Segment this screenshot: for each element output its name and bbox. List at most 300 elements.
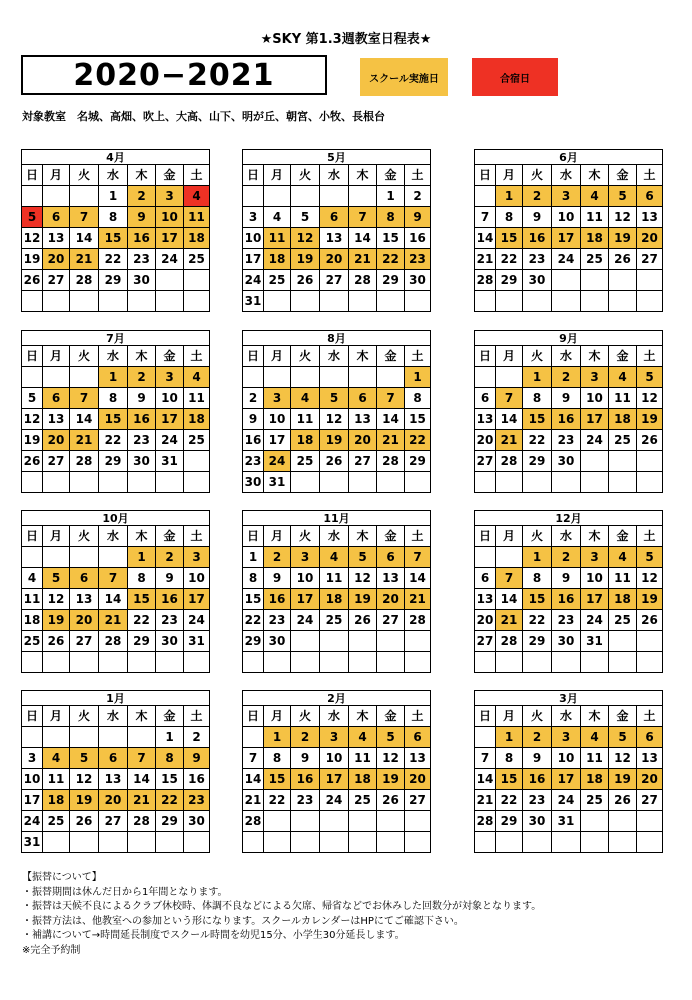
weekday-header: 金 (156, 526, 184, 547)
empty-cell (405, 631, 431, 652)
day-cell: 4 (264, 207, 291, 228)
day-cell: 22 (523, 610, 552, 631)
day-cell: 25 (264, 270, 291, 291)
weekday-header: 水 (99, 165, 128, 186)
day-cell: 25 (349, 790, 377, 811)
day-cell: 19 (637, 589, 663, 610)
empty-cell (637, 451, 663, 472)
day-cell: 7 (128, 748, 156, 769)
day-cell: 9 (128, 388, 156, 409)
day-cell: 11 (43, 769, 70, 790)
empty-cell (496, 472, 523, 493)
day-cell: 26 (349, 610, 377, 631)
weekday-header: 金 (156, 706, 184, 727)
empty-cell (349, 291, 377, 312)
day-cell: 5 (377, 727, 405, 748)
empty-cell (552, 832, 581, 853)
day-cell: 12 (377, 748, 405, 769)
weekday-header: 木 (581, 706, 609, 727)
day-cell: 31 (156, 451, 184, 472)
day-cell: 26 (291, 270, 320, 291)
day-cell: 15 (99, 409, 128, 430)
notes (22, 871, 541, 958)
day-cell: 18 (581, 769, 609, 790)
day-cell: 29 (156, 811, 184, 832)
day-cell: 2 (523, 727, 552, 748)
day-cell: 22 (264, 790, 291, 811)
day-cell: 17 (264, 430, 291, 451)
empty-cell (637, 472, 663, 493)
month-calendar (474, 330, 663, 493)
day-cell: 4 (320, 547, 349, 568)
day-cell: 1 (496, 186, 523, 207)
day-cell: 1 (128, 547, 156, 568)
day-cell: 29 (99, 270, 128, 291)
day-cell: 23 (523, 790, 552, 811)
day-cell: 7 (405, 547, 431, 568)
day-cell: 24 (320, 790, 349, 811)
weekday-header: 土 (405, 706, 431, 727)
day-cell: 18 (581, 228, 609, 249)
day-cell: 6 (349, 388, 377, 409)
empty-cell (320, 811, 349, 832)
day-cell: 20 (99, 790, 128, 811)
weekday-header: 木 (581, 346, 609, 367)
day-cell: 24 (156, 249, 184, 270)
weekday-header: 土 (637, 346, 663, 367)
empty-cell (475, 832, 496, 853)
day-cell: 2 (243, 388, 264, 409)
weekday-header: 木 (349, 706, 377, 727)
empty-cell (99, 291, 128, 312)
empty-cell (43, 652, 70, 673)
empty-cell (128, 832, 156, 853)
day-cell: 21 (128, 790, 156, 811)
weekday-header: 金 (156, 346, 184, 367)
weekday-header: 水 (99, 526, 128, 547)
weekday-header: 土 (637, 526, 663, 547)
day-cell: 19 (22, 430, 43, 451)
empty-cell (70, 727, 99, 748)
day-cell: 19 (349, 589, 377, 610)
day-cell: 1 (243, 547, 264, 568)
empty-cell (43, 547, 70, 568)
weekday-header: 金 (377, 346, 405, 367)
day-cell: 16 (156, 589, 184, 610)
day-cell: 26 (377, 790, 405, 811)
day-cell: 15 (99, 228, 128, 249)
day-cell: 19 (320, 430, 349, 451)
day-cell: 10 (22, 769, 43, 790)
empty-cell (243, 832, 264, 853)
day-cell: 29 (99, 451, 128, 472)
empty-cell (637, 631, 663, 652)
empty-cell (43, 367, 70, 388)
day-cell: 9 (552, 388, 581, 409)
empty-cell (609, 472, 637, 493)
page-title: ★SKY 第1.3週教室日程表★ (260, 32, 432, 47)
day-cell: 27 (70, 631, 99, 652)
day-cell: 18 (22, 610, 43, 631)
empty-cell (291, 186, 320, 207)
day-cell: 22 (405, 430, 431, 451)
empty-cell (43, 832, 70, 853)
month-title: 11月 (243, 511, 431, 526)
empty-cell (128, 727, 156, 748)
day-cell: 14 (405, 568, 431, 589)
day-cell: 22 (128, 610, 156, 631)
day-cell: 25 (609, 430, 637, 451)
day-cell: 26 (609, 249, 637, 270)
day-cell: 31 (22, 832, 43, 853)
day-cell: 21 (496, 610, 523, 631)
weekday-header: 日 (475, 526, 496, 547)
empty-cell (99, 727, 128, 748)
day-cell: 28 (405, 610, 431, 631)
day-cell: 18 (43, 790, 70, 811)
day-cell: 29 (523, 631, 552, 652)
empty-cell (496, 367, 523, 388)
day-cell: 22 (99, 430, 128, 451)
day-cell: 3 (184, 547, 210, 568)
day-cell: 4 (609, 547, 637, 568)
month-calendar (21, 690, 210, 853)
day-cell: 2 (128, 186, 156, 207)
empty-cell (349, 631, 377, 652)
empty-cell (43, 727, 70, 748)
day-cell: 17 (22, 790, 43, 811)
day-cell: 16 (552, 589, 581, 610)
empty-cell (552, 291, 581, 312)
day-cell: 18 (184, 409, 210, 430)
day-cell: 10 (581, 388, 609, 409)
day-cell: 21 (70, 249, 99, 270)
empty-cell (475, 186, 496, 207)
day-cell: 25 (581, 790, 609, 811)
day-cell: 3 (552, 727, 581, 748)
empty-cell (637, 270, 663, 291)
day-cell: 13 (637, 748, 663, 769)
day-cell: 11 (581, 748, 609, 769)
empty-cell (22, 367, 43, 388)
empty-cell (43, 186, 70, 207)
empty-cell (523, 291, 552, 312)
empty-cell (264, 811, 291, 832)
day-cell: 17 (552, 228, 581, 249)
empty-cell (291, 652, 320, 673)
day-cell: 25 (320, 610, 349, 631)
day-cell: 16 (552, 409, 581, 430)
weekday-header: 火 (291, 165, 320, 186)
day-cell: 9 (552, 568, 581, 589)
weekday-header: 日 (22, 346, 43, 367)
day-cell: 7 (475, 748, 496, 769)
empty-cell (609, 832, 637, 853)
day-cell: 16 (184, 769, 210, 790)
weekday-header: 火 (291, 346, 320, 367)
weekday-header: 火 (70, 346, 99, 367)
weekday-header: 火 (523, 346, 552, 367)
day-cell: 29 (496, 811, 523, 832)
empty-cell (405, 832, 431, 853)
weekday-header: 月 (43, 706, 70, 727)
day-cell: 5 (320, 388, 349, 409)
empty-cell (581, 270, 609, 291)
empty-cell (320, 291, 349, 312)
day-cell: 20 (475, 430, 496, 451)
day-cell: 28 (475, 811, 496, 832)
day-cell: 10 (291, 568, 320, 589)
day-cell: 8 (523, 568, 552, 589)
empty-cell (496, 547, 523, 568)
day-cell: 18 (349, 769, 377, 790)
day-cell: 10 (552, 748, 581, 769)
weekday-header: 月 (264, 165, 291, 186)
weekday-header: 火 (291, 706, 320, 727)
day-cell: 23 (128, 249, 156, 270)
day-cell: 11 (184, 207, 210, 228)
empty-cell (349, 832, 377, 853)
empty-cell (581, 832, 609, 853)
weekday-header: 日 (22, 706, 43, 727)
weekday-header: 土 (405, 346, 431, 367)
empty-cell (22, 652, 43, 673)
day-cell: 27 (475, 631, 496, 652)
month-calendar (21, 149, 210, 312)
day-cell: 30 (523, 270, 552, 291)
empty-cell (320, 186, 349, 207)
day-cell: 1 (523, 547, 552, 568)
weekday-header: 土 (637, 165, 663, 186)
day-cell: 31 (184, 631, 210, 652)
day-cell: 22 (496, 790, 523, 811)
day-cell: 15 (496, 228, 523, 249)
empty-cell (475, 291, 496, 312)
empty-cell (264, 652, 291, 673)
day-cell: 1 (99, 186, 128, 207)
empty-cell (320, 832, 349, 853)
empty-cell (22, 291, 43, 312)
empty-cell (475, 652, 496, 673)
empty-cell (349, 472, 377, 493)
weekday-header: 土 (405, 165, 431, 186)
day-cell: 8 (128, 568, 156, 589)
empty-cell (523, 652, 552, 673)
day-cell: 17 (156, 228, 184, 249)
day-cell: 15 (523, 409, 552, 430)
empty-cell (43, 472, 70, 493)
day-cell: 11 (291, 409, 320, 430)
weekday-header: 日 (475, 165, 496, 186)
weekday-header: 土 (184, 526, 210, 547)
weekday-header: 火 (523, 706, 552, 727)
day-cell: 24 (184, 610, 210, 631)
weekday-header: 水 (552, 526, 581, 547)
empty-cell (609, 291, 637, 312)
weekday-header: 木 (128, 165, 156, 186)
day-cell: 13 (70, 589, 99, 610)
day-cell: 24 (22, 811, 43, 832)
weekday-header: 木 (349, 165, 377, 186)
empty-cell (405, 291, 431, 312)
month-calendar (21, 330, 210, 493)
day-cell: 9 (523, 207, 552, 228)
day-cell: 15 (405, 409, 431, 430)
day-cell: 24 (291, 610, 320, 631)
empty-cell (243, 727, 264, 748)
month-calendar (242, 510, 431, 673)
day-cell: 22 (496, 249, 523, 270)
day-cell: 18 (264, 249, 291, 270)
day-cell: 6 (475, 388, 496, 409)
day-cell: 21 (496, 430, 523, 451)
day-cell: 5 (637, 367, 663, 388)
empty-cell (243, 367, 264, 388)
weekday-header: 日 (243, 526, 264, 547)
day-cell: 8 (99, 207, 128, 228)
day-cell: 20 (43, 249, 70, 270)
month-calendar (474, 510, 663, 673)
empty-cell (156, 652, 184, 673)
day-cell: 23 (264, 610, 291, 631)
day-cell: 13 (43, 228, 70, 249)
day-cell: 9 (128, 207, 156, 228)
day-cell: 11 (22, 589, 43, 610)
day-cell: 1 (496, 727, 523, 748)
weekday-header: 金 (156, 165, 184, 186)
day-cell: 4 (291, 388, 320, 409)
empty-cell (405, 652, 431, 673)
empty-cell (22, 186, 43, 207)
day-cell: 20 (349, 430, 377, 451)
day-cell: 18 (184, 228, 210, 249)
empty-cell (156, 270, 184, 291)
empty-cell (637, 291, 663, 312)
day-cell: 9 (405, 207, 431, 228)
day-cell: 20 (377, 589, 405, 610)
day-cell: 30 (552, 631, 581, 652)
empty-cell (377, 631, 405, 652)
empty-cell (156, 291, 184, 312)
day-cell: 29 (243, 631, 264, 652)
day-cell: 23 (552, 430, 581, 451)
empty-cell (70, 547, 99, 568)
day-cell: 15 (128, 589, 156, 610)
empty-cell (377, 472, 405, 493)
empty-cell (99, 832, 128, 853)
day-cell: 27 (320, 270, 349, 291)
weekday-header: 火 (523, 526, 552, 547)
day-cell: 13 (320, 228, 349, 249)
day-cell: 28 (496, 451, 523, 472)
target-classrooms: 対象教室 名城、高畑、吹上、大高、山下、明が丘、朝宮、小牧、長根台 (22, 110, 385, 123)
month-calendar (474, 149, 663, 312)
day-cell: 2 (264, 547, 291, 568)
day-cell: 5 (637, 547, 663, 568)
day-cell: 12 (70, 769, 99, 790)
day-cell: 22 (377, 249, 405, 270)
day-cell: 3 (581, 547, 609, 568)
note-line: ・振替期間は休んだ日から1年間となります。 (22, 886, 228, 898)
day-cell: 23 (291, 790, 320, 811)
day-cell: 21 (475, 790, 496, 811)
day-cell: 30 (156, 631, 184, 652)
weekday-header: 水 (320, 165, 349, 186)
day-cell: 14 (243, 769, 264, 790)
day-cell: 17 (581, 409, 609, 430)
day-cell: 29 (523, 451, 552, 472)
day-cell: 16 (523, 769, 552, 790)
day-cell: 13 (475, 589, 496, 610)
day-cell: 4 (184, 186, 210, 207)
day-cell: 22 (523, 430, 552, 451)
weekday-header: 日 (22, 526, 43, 547)
empty-cell (291, 832, 320, 853)
day-cell: 14 (377, 409, 405, 430)
day-cell: 2 (156, 547, 184, 568)
day-cell: 28 (496, 631, 523, 652)
weekday-header: 月 (496, 706, 523, 727)
day-cell: 16 (523, 228, 552, 249)
day-cell: 4 (581, 727, 609, 748)
day-cell: 14 (475, 228, 496, 249)
day-cell: 27 (377, 610, 405, 631)
day-cell: 27 (349, 451, 377, 472)
day-cell: 9 (523, 748, 552, 769)
day-cell: 19 (22, 249, 43, 270)
note-line: ※完全予約制 (22, 944, 81, 956)
empty-cell (609, 631, 637, 652)
day-cell: 30 (405, 270, 431, 291)
empty-cell (99, 652, 128, 673)
day-cell: 10 (243, 228, 264, 249)
day-cell: 7 (70, 207, 99, 228)
weekday-header: 日 (475, 706, 496, 727)
empty-cell (349, 811, 377, 832)
weekday-header: 火 (70, 706, 99, 727)
day-cell: 30 (128, 270, 156, 291)
day-cell: 24 (581, 430, 609, 451)
day-cell: 12 (43, 589, 70, 610)
day-cell: 15 (156, 769, 184, 790)
day-cell: 18 (609, 589, 637, 610)
day-cell: 10 (320, 748, 349, 769)
day-cell: 18 (609, 409, 637, 430)
empty-cell (264, 832, 291, 853)
empty-cell (156, 472, 184, 493)
day-cell: 13 (377, 568, 405, 589)
day-cell: 26 (22, 270, 43, 291)
day-cell: 4 (609, 367, 637, 388)
weekday-header: 木 (581, 526, 609, 547)
weekday-header: 土 (184, 706, 210, 727)
empty-cell (496, 291, 523, 312)
day-cell: 23 (184, 790, 210, 811)
day-cell: 2 (184, 727, 210, 748)
day-cell: 28 (70, 270, 99, 291)
day-cell: 4 (184, 367, 210, 388)
empty-cell (552, 652, 581, 673)
empty-cell (184, 291, 210, 312)
empty-cell (22, 727, 43, 748)
day-cell: 15 (523, 589, 552, 610)
empty-cell (99, 472, 128, 493)
day-cell: 27 (637, 249, 663, 270)
day-cell: 7 (496, 388, 523, 409)
weekday-header: 日 (243, 165, 264, 186)
empty-cell (581, 472, 609, 493)
day-cell: 11 (609, 388, 637, 409)
